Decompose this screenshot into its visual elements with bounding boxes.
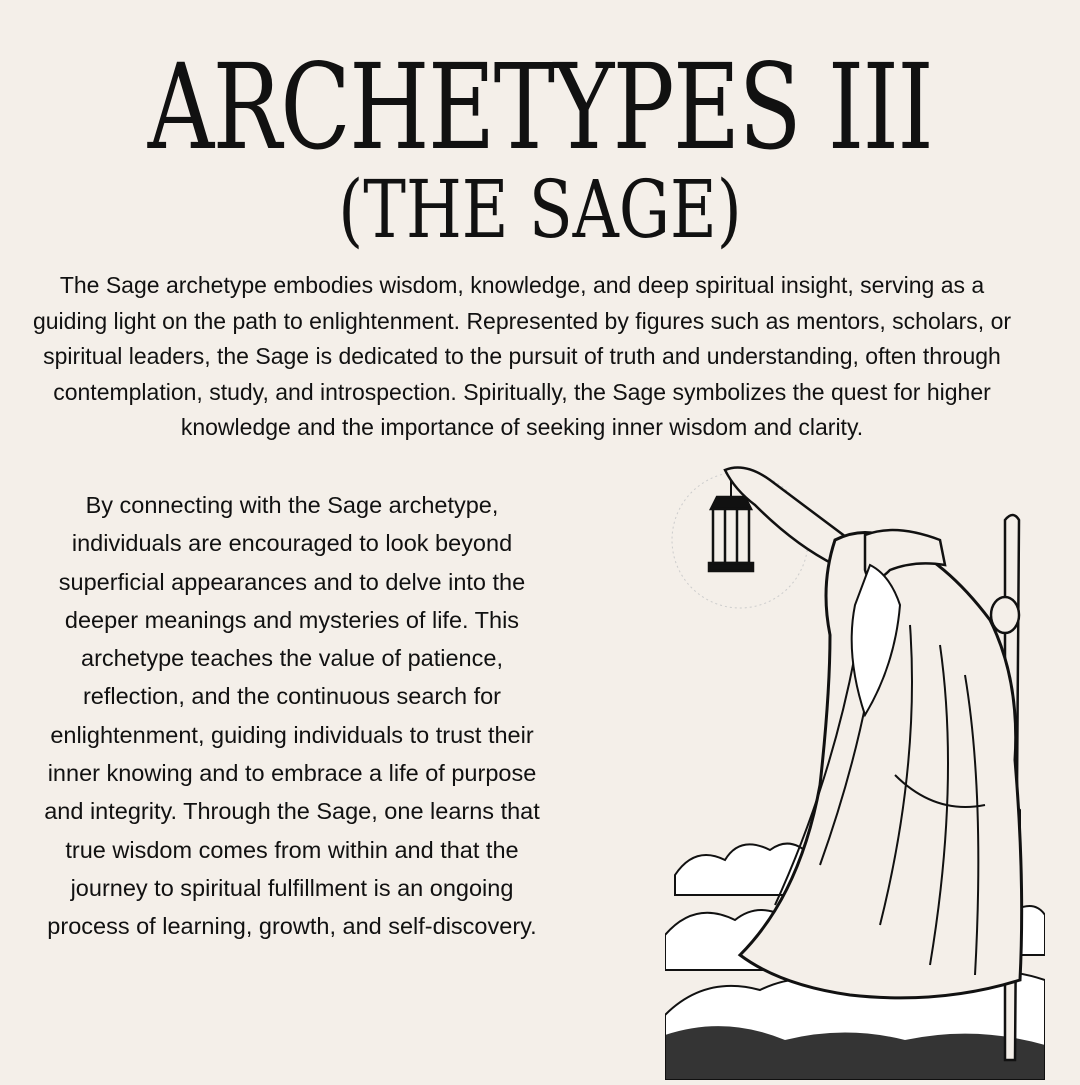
page-subtitle: (THE SAGE)	[338, 163, 742, 256]
sage-illustration	[665, 455, 1045, 1080]
intro-paragraph: The Sage archetype embodies wisdom, knowledge, and deep spiritual insight, serving as a guiding light on the path to enlightenment. Represented by figures such as mentors, scholars, or spiritual leaders, the Sage is dedicated to the pursuit of truth and understanding, often through contemplation, study, and introspection. Spiritually, the Sage symbolizes the quest for higher knowledge and the importance of seeking inner wisdom and clarity.	[32, 272, 1012, 441]
page-title: ARCHETYPES III	[147, 38, 933, 176]
sage-with-lantern-icon	[665, 455, 1045, 1080]
body-paragraph: By connecting with the Sage archetype, individuals are encouraged to look beyond superficial appearances and to delve into the deeper meanings and mysteries of life. This archetype teaches the value of patience, reflection, and the continuous search for enlightenment, guiding individuals to trust their inner knowing and to embrace a life of purpose and integrity. Through the Sage, one learns that true wisdom comes from within and that the journey to spiritual fulfillment is an ongoing process of learning, growth, and self-discovery.	[44, 492, 540, 940]
